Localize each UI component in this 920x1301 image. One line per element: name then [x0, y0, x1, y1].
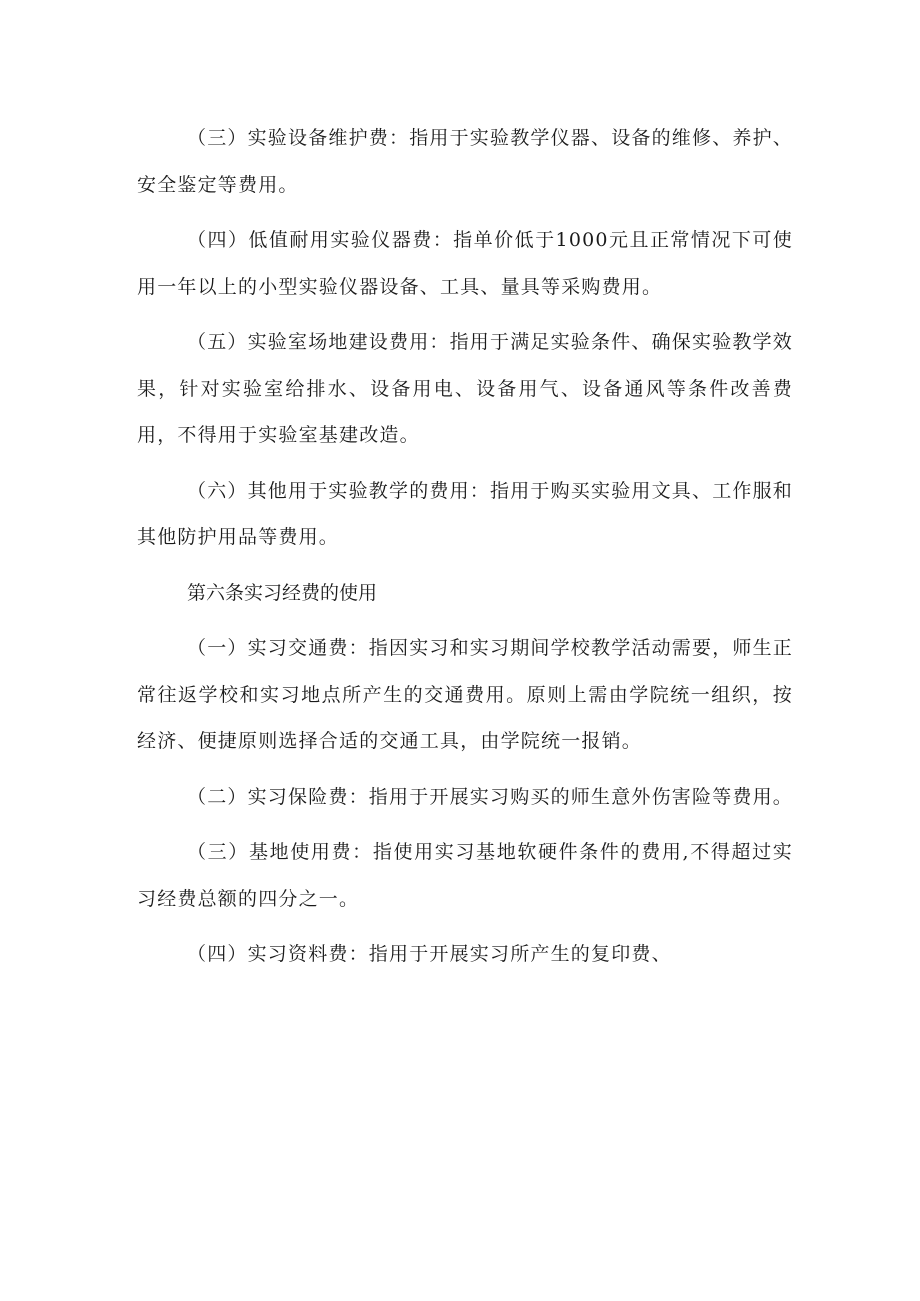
paragraph-internship-insurance: （二）实习保险费：指用于开展实习购买的师生意外伤害险等费用。 — [187, 785, 794, 808]
paragraph-equipment-maintenance: （三）实验设备维护费：指用于实验教学仪器、设备的维修、养护、安全鉴定等费用。 — [137, 127, 794, 196]
section-heading-internship-funds: 第六条实习经费的使用 — [187, 581, 378, 604]
paragraph-low-value-instruments: （四）低值耐用实验仪器费：指单价低于1000元且正常情况下可使用一年以上的小型实验仪器设备、工具、量具等采购费用。 — [137, 229, 793, 298]
document-body — [137, 115, 793, 987]
paragraph-other-teaching-expenses: （六）其他用于实验教学的费用：指用于购买实验用文具、工作服和其他防护用品等费用。 — [137, 479, 794, 548]
paragraph-internship-materials: （四）实习资料费：指用于开展实习所产生的复印费、 — [187, 943, 672, 965]
paragraph-internship-transport: （一）实习交通费：指因实习和实习期间学校教学活动需要，师生正常往返学校和实习地点所产生的交通费用。原则上需由学院统一组织，按经济、便捷原则选择合适的交通工具，由学院统一报销。 — [137, 637, 794, 752]
paragraph-lab-site-construction: （五）实验室场地建设费用：指用于满足实验条件、确保实验教学效果，针对实验室给排水、设备用电、设备用气、设备通风等条件改善费用，不得用于实验室基建改造。 — [137, 331, 794, 446]
paragraph-base-usage-fee: （三）基地使用费：指使用实习基地软硬件条件的费用,不得超过实习经费总额的四分之一。 — [137, 841, 793, 910]
